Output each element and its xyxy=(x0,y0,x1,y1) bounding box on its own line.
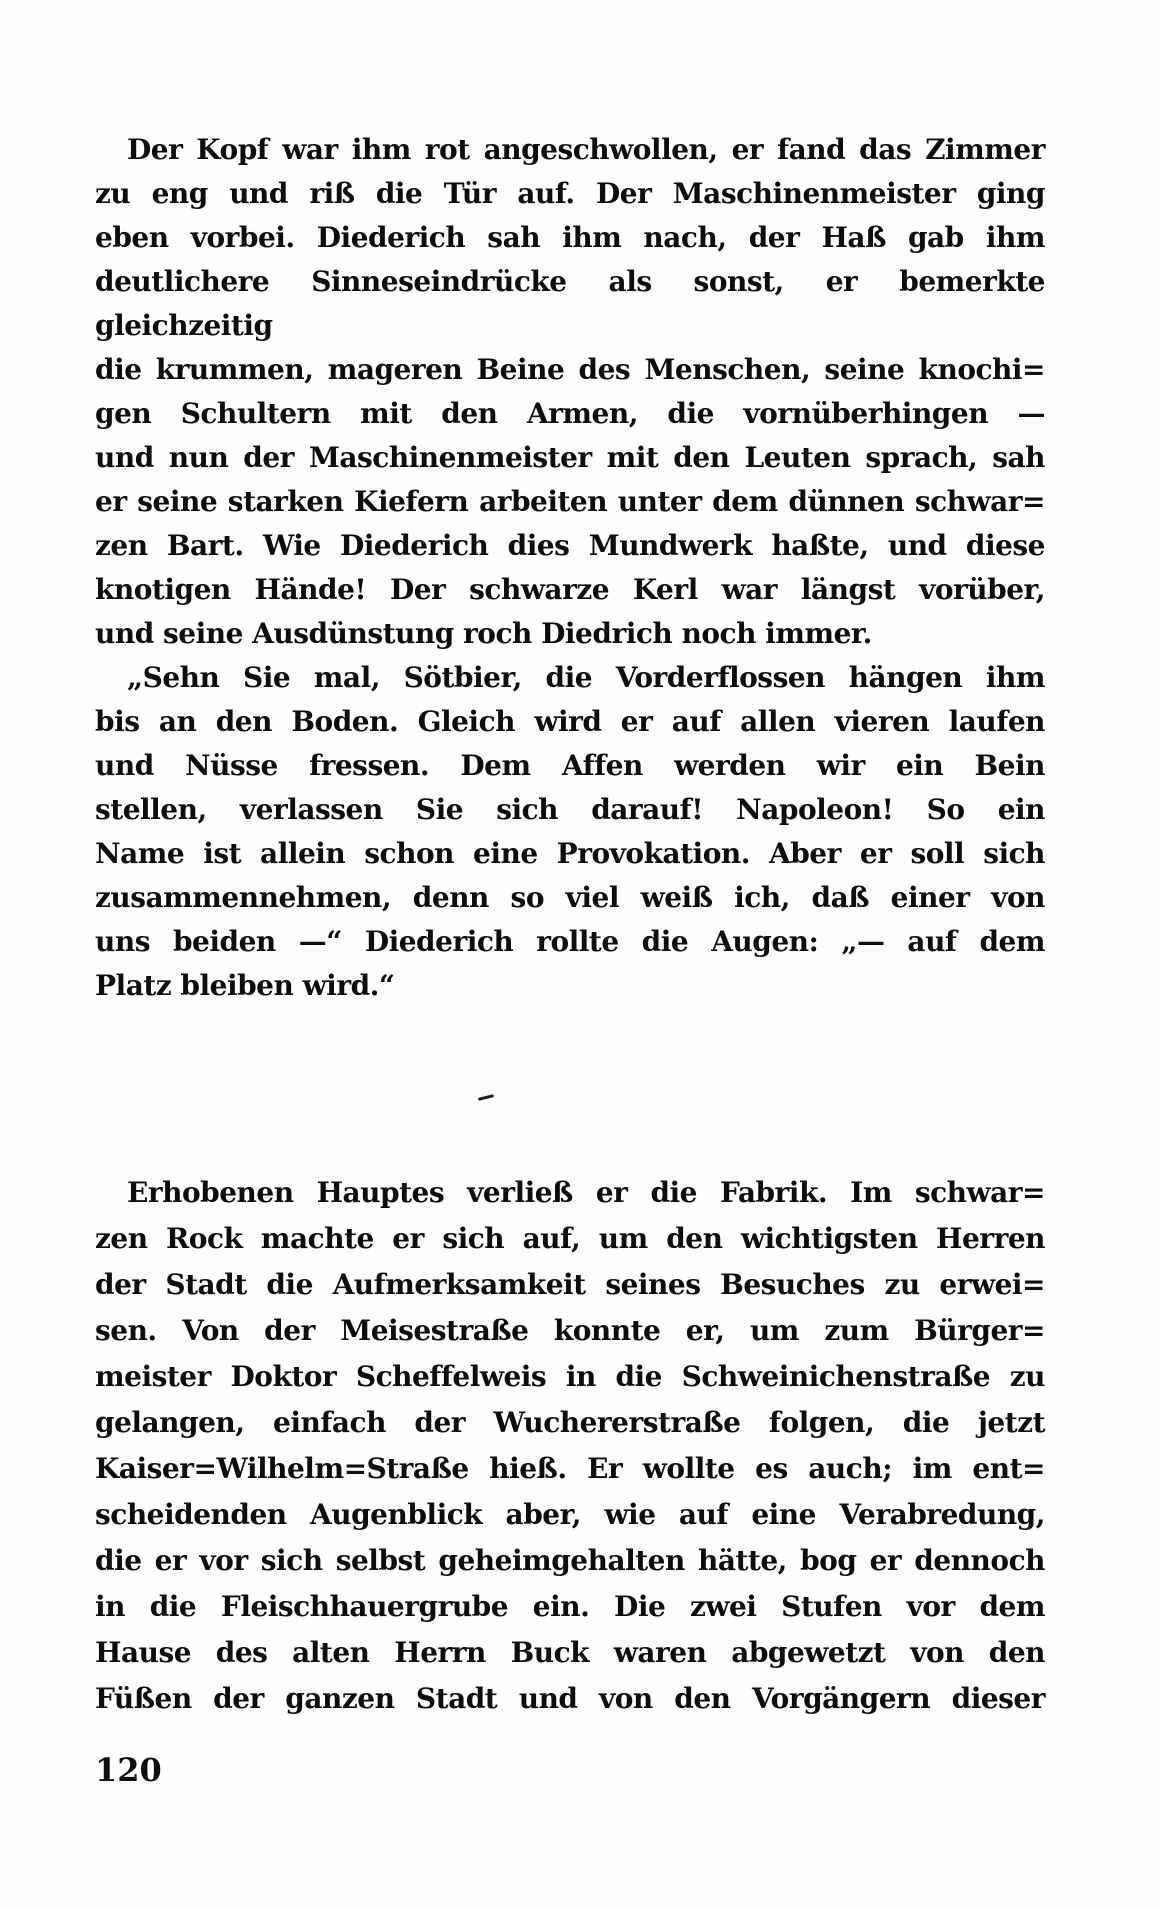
text-line: „Sehn Sie mal, Sötbier, die Vorderflossen hängen ihm xyxy=(127,661,1045,694)
text-line: Erhobenen Hauptes verließ er die Fabrik. Im schwar= xyxy=(127,1176,1045,1209)
text-line: eben vorbei. Diederich sah ihm nach, der Haß gab ihm xyxy=(95,221,1045,254)
text-line: und seine Ausdünstung roch Diedrich noch immer. xyxy=(95,617,872,650)
text-line: Name ist allein schon eine Provokation. Aber er soll sich xyxy=(95,837,1045,870)
text-line: zu eng und riß die Tür auf. Der Maschinenmeister ging xyxy=(95,177,1045,210)
text-line: zen Bart. Wie Diederich dies Mundwerk haßte, und diese xyxy=(95,529,1045,562)
text-line: Der Kopf war ihm rot angeschwollen, er fand das Zimmer xyxy=(127,133,1045,166)
text-line: Platz bleiben wird.“ xyxy=(95,969,395,1002)
text-line: zusammennehmen, denn so viel weiß ich, daß einer von xyxy=(95,881,1045,914)
text-line: und nun der Maschinenmeister mit den Leuten sprach, sah xyxy=(95,441,1045,474)
page-number: 120 xyxy=(95,1751,162,1789)
paragraph-1 xyxy=(95,128,1045,656)
text-line: stellen, verlassen Sie sich darauf! Napoleon! So ein xyxy=(95,793,1045,826)
text-line: gen Schultern mit den Armen, die vornüberhingen — xyxy=(95,397,1045,430)
text-line: bis an den Boden. Gleich wird er auf allen vieren laufen xyxy=(95,705,1045,738)
text-line: in die Fleischhauergrube ein. Die zwei Stufen vor dem xyxy=(95,1590,1045,1623)
paragraph-3 xyxy=(95,1170,1045,1722)
text-line: meister Doktor Scheffelweis in die Schweinichenstraße zu xyxy=(95,1360,1045,1393)
text-line: die krummen, mageren Beine des Menschen, seine knochi= xyxy=(95,353,1045,386)
text-line: der Stadt die Aufmerksamkeit seines Besuches zu erwei= xyxy=(95,1268,1045,1301)
text-line: Kaiser=Wilhelm=Straße hieß. Er wollte es auch; im ent= xyxy=(95,1452,1045,1485)
text-line: sen. Von der Meisestraße konnte er, um zum Bürger= xyxy=(95,1314,1045,1347)
text-line: Füßen der ganzen Stadt und von den Vorgängern dieser xyxy=(95,1682,1045,1715)
text-block xyxy=(95,128,1045,1722)
text-line: deutlichere Sinneseindrücke als sonst, er bemerkte gleichzeitig xyxy=(95,265,1045,342)
text-line: er seine starken Kiefern arbeiten unter dem dünnen schwar= xyxy=(95,485,1045,518)
text-line: scheidenden Augenblick aber, wie auf eine Verabredung, xyxy=(95,1498,1045,1531)
text-line: gelangen, einfach der Wuchererstraße folgen, die jetzt xyxy=(95,1406,1045,1439)
text-line: knotigen Hände! Der schwarze Kerl war längst vorüber, xyxy=(95,573,1045,606)
text-line: und Nüsse fressen. Dem Affen werden wir ein Bein xyxy=(95,749,1045,782)
text-line: die er vor sich selbst geheimgehalten hätte, bog er dennoch xyxy=(95,1544,1045,1577)
text-line: zen Rock machte er sich auf, um den wichtigsten Herren xyxy=(95,1222,1045,1255)
text-line: uns beiden —“ Diederich rollte die Augen: „— auf dem xyxy=(95,925,1045,958)
text-line: Hause des alten Herrn Buck waren abgewetzt von den xyxy=(95,1636,1045,1669)
paragraph-2 xyxy=(95,656,1045,1008)
